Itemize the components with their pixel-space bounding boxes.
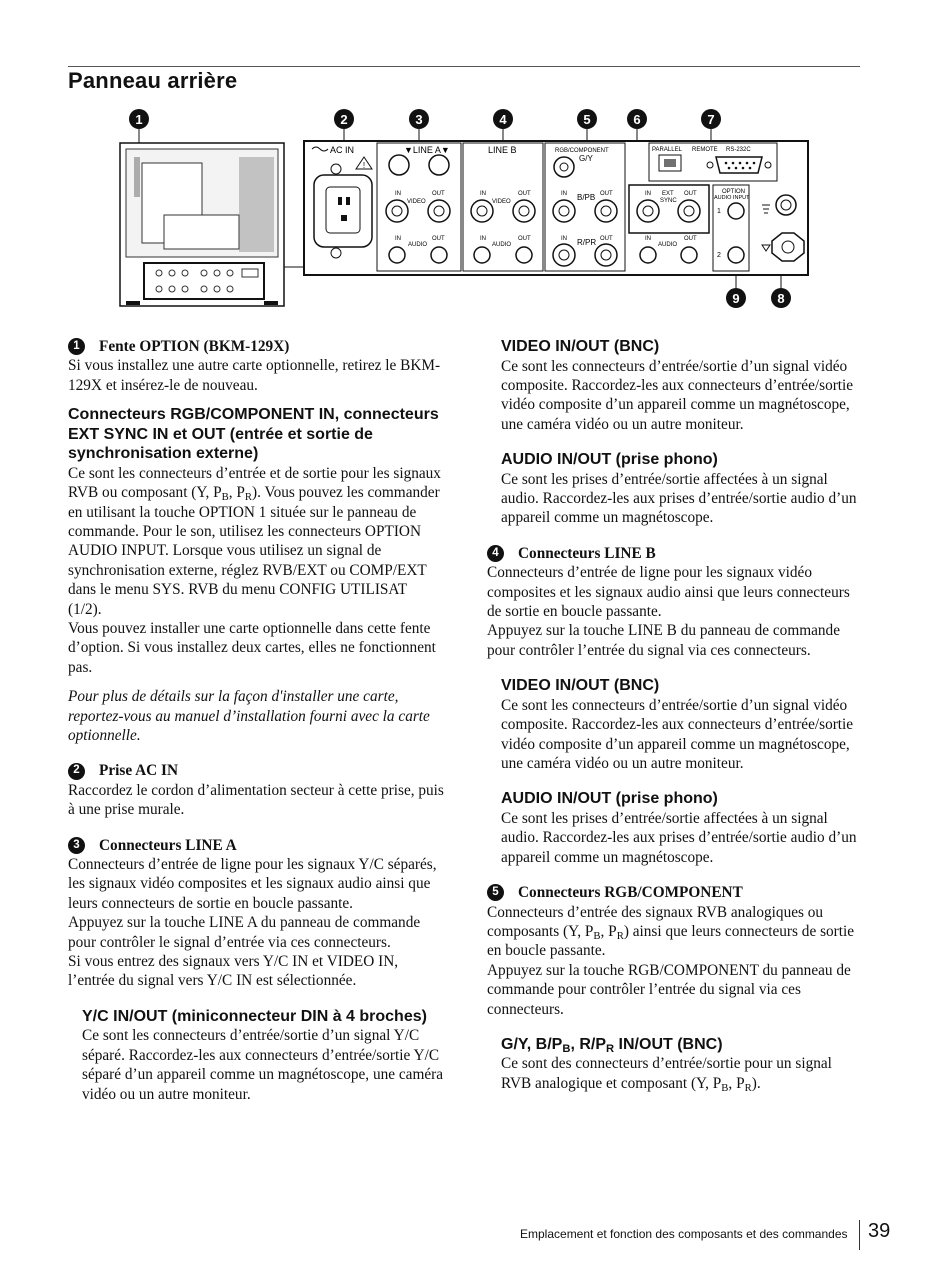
video-heading: VIDEO IN/OUT (BNC) — [501, 338, 660, 355]
svg-text:AC IN: AC IN — [330, 145, 355, 155]
svg-text:RGB/COMPONENT: RGB/COMPONENT — [555, 148, 609, 154]
callout-number-1: 1 — [68, 338, 85, 355]
svg-text:EXT: EXT — [662, 191, 674, 197]
section-3-text-a: Connecteurs d’entrée de ligne pour les signaux Y/C séparés, les signaux vidéo composites et les signaux audio ainsi que leurs connecteurs de sortie en boucle passante. — [68, 856, 437, 912]
callout-number-3: 3 — [68, 837, 85, 854]
section-2-text: Raccordez le cordon d’alimentation secteur à cette prise, puis à une prise murale. — [68, 781, 444, 819]
svg-text:IN: IN — [480, 236, 486, 242]
section-1-title: Fente OPTION (BKM-129X) — [99, 338, 290, 355]
section-4-text-a: Connecteurs d’entrée de ligne pour les signaux vidéo composites et les signaux audio ainsi que leurs connecteurs de sortie en boucle passante. — [487, 564, 850, 621]
section-3-heading — [68, 836, 444, 855]
svg-text:OUT: OUT — [518, 236, 531, 242]
svg-text:AUDIO: AUDIO — [658, 242, 678, 248]
svg-text:3: 3 — [415, 112, 423, 127]
connector-panel — [304, 141, 808, 275]
svg-text:LINE B: LINE B — [488, 145, 517, 155]
svg-text:OUT: OUT — [684, 191, 697, 197]
section-2-heading — [68, 761, 444, 780]
svg-text:IN: IN — [395, 191, 401, 197]
svg-text:IN: IN — [480, 191, 486, 197]
svg-text:4: 4 — [499, 112, 507, 127]
rgb-ext-sync-heading: Connecteurs RGB/COMPONENT IN, connecteurs EXT SYNC IN et OUT (entrée et sortie de synchronisation externe) — [68, 406, 439, 463]
audio-heading: AUDIO IN/OUT (prise phono) — [501, 451, 718, 469]
page-title: Panneau arrière — [68, 68, 238, 93]
svg-text:OPTION: OPTION — [722, 189, 746, 195]
svg-text:IN: IN — [561, 191, 567, 197]
section-4-heading — [487, 544, 865, 563]
page-number: 39 — [868, 1220, 891, 1242]
section-3-text-c: Si vous entrez des signaux vers Y/C IN et VIDEO IN, l’entrée du signal vers Y/C IN est sélectionnée. — [68, 953, 399, 990]
section-2-title: Prise AC IN — [99, 762, 179, 780]
audio2-heading: AUDIO IN/OUT (prise phono) — [501, 790, 718, 808]
svg-text:REMOTE: REMOTE — [692, 147, 718, 153]
rgb-ext-sync-text: Ce sont les connecteurs d’entrée et de sortie pour les signaux RVB ou composant (Y, $P_B$, $P_R$). Vous pouvez les commander en utilisant la touche OPTION 1 située sur le panneau de commande. Pour le son, utilisez les connecteurs OPTION AUDIO INPUT. Lorsque vous utilisez un signal de synchronisation externe, réglez RVB/EXT ou COMP/EXT dans le menu SYS. RVB du menu CONFIG UTILISAT (1/2). — [68, 464, 441, 618]
svg-text:8: 8 — [777, 291, 785, 306]
monitor-rear — [120, 143, 284, 306]
video2-text: Ce sont les connecteurs d’entrée/sortie d’un signal vidéo composite. Raccordez-les aux connecteurs d’entrée/sortie vidéo composite d’un appareil comme un magnétoscope, une caméra vidéo ou un autre moniteur. — [501, 696, 854, 772]
svg-text:OUT: OUT — [684, 236, 697, 242]
svg-text:AUDIO: AUDIO — [492, 242, 512, 248]
svg-text:9: 9 — [732, 291, 740, 306]
video2-heading: VIDEO IN/OUT (BNC) — [501, 677, 660, 695]
section-3-title: Connecteurs LINE A — [99, 836, 237, 854]
option-slot-text: Vous pouvez installer une carte optionnelle dans cette fente d’option. Si vous installez deux cartes, elles ne fonctionnent pas. — [68, 619, 436, 676]
svg-text:OUT: OUT — [432, 191, 445, 197]
callout-1 — [129, 109, 149, 129]
svg-text:OUT: OUT — [600, 191, 613, 197]
callout-8 — [771, 288, 791, 308]
callout-number-5: 5 — [487, 884, 504, 901]
svg-text:OUT: OUT — [518, 191, 531, 197]
svg-text:VIDEO: VIDEO — [492, 199, 511, 205]
callout-7 — [701, 109, 721, 129]
svg-text:PARALLEL: PARALLEL — [652, 147, 682, 153]
svg-text:!: ! — [362, 161, 366, 170]
svg-text:OUT: OUT — [432, 236, 445, 242]
gy-text: Ce sont des connecteurs d’entrée/sortie pour un signal RVB analogique et composant (Y, $P_B$, $P_R$). — [501, 1055, 832, 1094]
callout-5 — [577, 109, 597, 129]
svg-text:IN: IN — [645, 191, 651, 197]
svg-text:SYNC: SYNC — [660, 198, 677, 204]
svg-text:VIDEO: VIDEO — [407, 199, 426, 205]
callout-4 — [493, 109, 513, 129]
svg-text:AUDIO: AUDIO — [408, 242, 428, 248]
svg-text:7: 7 — [707, 112, 715, 127]
svg-text:AUDIO INPUT: AUDIO INPUT — [714, 195, 750, 201]
svg-text:2: 2 — [717, 252, 721, 259]
yc-text: Ce sont les connecteurs d’entrée/sortie d’un signal Y/C séparé. Raccordez-les aux connecteurs d’entrée/sortie Y/C séparé d’un appareil comme un magnétoscope, une caméra vidéo ou un autre moniteur. — [82, 1027, 444, 1103]
footer-caption: Emplacement et fonction des composants et des commandes — [520, 1227, 848, 1241]
yc-heading: Y/C IN/OUT (miniconnecteur DIN à 4 broches) — [82, 1007, 427, 1025]
svg-text:B/PB: B/PB — [577, 193, 596, 202]
svg-text:OUT: OUT — [600, 236, 613, 242]
section-5-heading — [487, 883, 865, 902]
svg-text:R/PR: R/PR — [577, 238, 597, 247]
section-1-text: Si vous installez une autre carte optionnelle, retirez le BKM-129X et insérez-le de nouveau. — [68, 357, 441, 394]
video-text: Ce sont les connecteurs d’entrée/sortie d’un signal vidéo composite. Raccordez-les aux connecteurs d’entrée/sortie vidéo composite d’un appareil comme un magnétoscope, une caméra vidéo ou un autre moniteur. — [501, 357, 854, 433]
callout-number-2: 2 — [68, 763, 85, 780]
audio2-text: Ce sont les prises d’entrée/sortie affectées à un signal audio. Raccordez-les aux prises d’entrée/sortie audio d’un appareil comme un magnétoscope. — [501, 809, 857, 866]
header-rule — [68, 66, 860, 67]
svg-text:▼LINE A▼: ▼LINE A▼ — [404, 145, 450, 155]
svg-text:IN: IN — [395, 236, 401, 242]
left-column — [68, 337, 444, 1104]
svg-text:IN: IN — [561, 236, 567, 242]
section-4-title: Connecteurs LINE B — [518, 544, 656, 562]
callout-9 — [726, 288, 746, 308]
callout-6 — [627, 109, 647, 129]
section-3-text-b: Appuyez sur la touche LINE A du panneau de commande pour contrôler le signal d’entrée via ces connecteurs. — [68, 914, 421, 951]
right-column — [487, 337, 865, 1093]
section-4-text-b: Appuyez sur la touche LINE B du panneau de commande pour contrôler l’entrée du signal via ces connecteurs. — [487, 622, 840, 659]
section-5-text-a: Connecteurs d’entrée des signaux RVB analogiques ou composants (Y, $P_B$, $P_R$) ainsi que leurs connecteurs de sortie en boucle passante. — [487, 903, 855, 960]
install-note: Pour plus de détails sur la façon d'installer une carte, reportez-vous au manuel d’installation fourni avec la carte optionnelle. — [68, 688, 430, 744]
svg-text:IN: IN — [645, 236, 651, 242]
callout-2 — [334, 109, 354, 129]
callout-number-4: 4 — [487, 545, 504, 562]
svg-text:1: 1 — [717, 208, 721, 215]
audio-text: Ce sont les prises d’entrée/sortie affectées à un signal audio. Raccordez-les aux prises d’entrée/sortie audio d’un appareil comme un magnétoscope. — [501, 470, 857, 527]
footer-rule — [859, 1220, 860, 1250]
section-1-heading — [68, 337, 444, 356]
svg-text:5: 5 — [583, 112, 591, 127]
svg-text:1: 1 — [135, 112, 143, 127]
svg-text:2: 2 — [340, 112, 348, 127]
svg-text:G/Y: G/Y — [579, 154, 593, 163]
section-5-title: Connecteurs RGB/COMPONENT — [518, 884, 743, 902]
svg-text:RS-232C: RS-232C — [726, 147, 751, 153]
rear-panel-figure — [114, 105, 814, 315]
svg-text:6: 6 — [633, 112, 641, 127]
callout-3 — [409, 109, 429, 129]
gy-heading: G/Y, $B/P_B$, $R/P_R$ IN/OUT (BNC) — [501, 1035, 723, 1055]
section-5-text-b: Appuyez sur la touche RGB/COMPONENT du panneau de commande pour contrôler l’entrée du signal via ces connecteurs. — [487, 961, 851, 1018]
